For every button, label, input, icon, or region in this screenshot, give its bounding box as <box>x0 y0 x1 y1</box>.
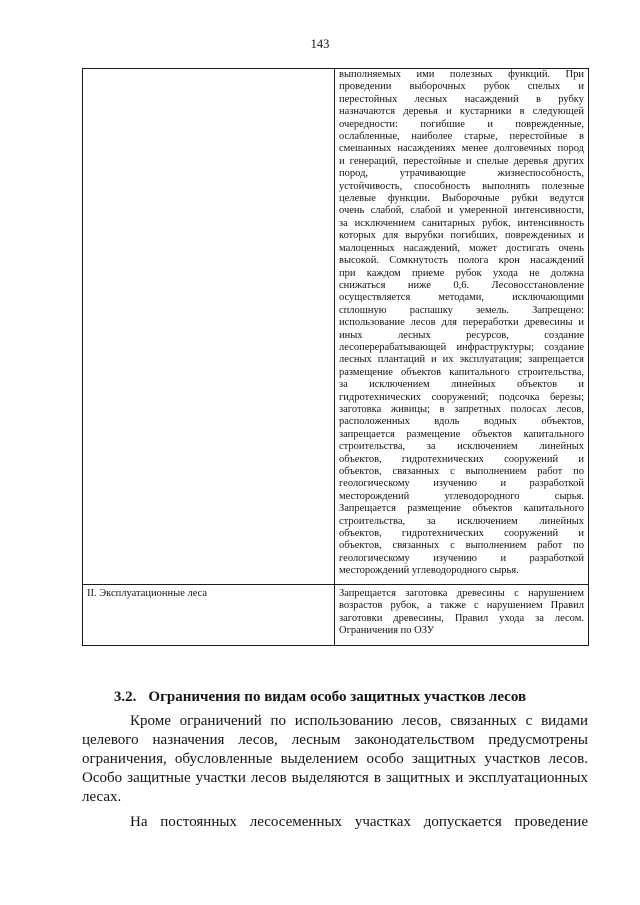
section-heading <box>0 688 640 706</box>
body-text <box>82 712 588 832</box>
paragraph-line: ограничения, обусловленные выделением особо защитных участков лесов. <box>82 751 588 767</box>
paragraph-line: лесах. <box>82 789 122 805</box>
table-cell-text-line: снижаться ниже 0,6. Лесовосстановление <box>339 279 584 291</box>
table-cell-text-line: расположенных вдоль водных объектов, <box>339 416 584 428</box>
table-cell-text-line: лесоперерабатывающей инфраструктуры; создание <box>339 341 584 353</box>
table-cell-text-line: выполняемых ими полезных функций. При <box>339 69 584 80</box>
section-title: Ограничения по видам особо защитных участков лесов <box>148 689 527 705</box>
table-cell-text-line: месторождений углеводородного сырья. <box>339 490 584 502</box>
table-cell-text-line: иных лесных ресурсов, создание <box>339 329 584 341</box>
paragraph-line: Кроме ограничений по использованию лесов, связанных с видами <box>130 713 588 729</box>
paragraph-line: Особо защитные участки лесов выделяются в защитных и эксплуатационных <box>82 770 588 786</box>
table-cell-text-line: малоценных насаждений, может достигать очень <box>339 242 584 254</box>
table-cell-text-line: перестойных лесных насаждений в рубку <box>339 93 584 105</box>
table-cell-text-line: пород, утрачивающие жизнеспособность, <box>339 168 584 180</box>
table-cell-text-line: за исключением санитарных рубок, интенсивность <box>339 217 584 229</box>
table-cell-text-line: заготовки древесины, Правил ухода за лесом. <box>339 612 584 624</box>
table-cell-text-line: при каждом приеме рубок ухода не должна <box>339 267 584 279</box>
table-cell-text-line: назначаются деревья и кустарники в следующей <box>339 106 584 118</box>
table-cell-category-empty <box>83 69 335 585</box>
section-number: 3.2. <box>113 689 137 705</box>
table-cell-restrictions <box>335 585 588 645</box>
table-cell-text-line: Запрещается заготовка древесины с нарушением <box>339 588 584 599</box>
table-cell-text-line: очень слабой, слабой и умеренной интенсивности, <box>339 205 584 217</box>
table-cell-text-line: объектов, гидротехнических сооружений и <box>339 453 584 465</box>
table-cell-restrictions <box>335 69 588 585</box>
paragraph-line: На постоянных лесосеменных участках допускается проведение <box>130 814 588 830</box>
table-cell-text-line: геологическому изучению и разработкой <box>339 478 584 490</box>
table-cell-text-line: Запрещается размещение объектов капитального <box>339 503 584 515</box>
table-cell-text-line: объектов, связанных с выполнением работ по <box>339 466 584 477</box>
table-cell-text-line: осуществляется методами, исключающими <box>339 292 584 304</box>
table-cell-text-line: геологическому изучению и разработкой <box>339 552 584 564</box>
table-cell-text-line: очередности: погибшие и поврежденные, <box>339 118 584 130</box>
table-cell-text-line: высокой. Сомкнутость полога крон насаждений <box>339 255 584 267</box>
table-cell-category: II. Эксплуатационные леса <box>83 585 335 645</box>
paragraph-line: целевого назначения лесов, лесным законодательством предусмотрены <box>82 732 588 748</box>
table-cell-text-line: смешанных насаждениях менее долговечных пород <box>339 143 584 155</box>
table-cell-text-line: запрещается размещение объектов капитального <box>339 428 584 440</box>
table-cell-text-line: строительства, за исключением линейных <box>339 441 584 453</box>
table-cell-text-line: Ограничения по ОЗУ <box>339 625 435 637</box>
table-cell-text-line: размещение объектов капитального строительства, <box>339 366 584 378</box>
table-cell-text-line: целевые функции. Выборочные рубки ведутся <box>339 193 584 205</box>
table-cell-text-line: которых для вырубки погибших, поврежденных и <box>339 230 584 242</box>
table-cell-text-line: устойчивость, способность выполнять полезные <box>339 180 584 192</box>
table-cell-text-line: объектов, связанных с выполнением работ по <box>339 540 584 552</box>
table-cell-text-line: гидротехнических сооружений; подсочка березы; <box>339 391 584 403</box>
table-cell-text-line: и генераций, перестойные и спелые деревья других <box>339 155 584 167</box>
table-cell-text-line: лесных плантаций и их эксплуатация; запрещается <box>339 354 584 366</box>
table-cell-text-line: объектов, гидротехнических сооружений и <box>339 528 584 540</box>
table-cell-text-line: заготовка живицы; в запретных полосах лесов, <box>339 403 584 415</box>
paragraph <box>82 813 588 832</box>
table-cell-text-line: за исключением линейных объектов и <box>339 379 584 391</box>
restrictions-table <box>82 68 589 646</box>
table-cell-text-line: проведении выборочных рубок спелых и <box>339 81 584 93</box>
table-cell-text-line: ослабленные, наиболее старые, перестойные в <box>339 131 584 143</box>
table-cell-text-line: сплошную распашку земель. Запрещено: <box>339 304 584 316</box>
table-cell-text-line: возрастов рубок, а также с нарушением Правил <box>339 600 584 612</box>
table-cell-text-line: месторождений углеводородного сырья. <box>339 565 519 577</box>
paragraph <box>82 712 588 807</box>
table-cell-text-line: строительства, за исключением линейных <box>339 515 584 527</box>
table-cell-text-line: использование лесов для переработки древесины и <box>339 317 584 329</box>
page-number: 143 <box>310 37 330 51</box>
